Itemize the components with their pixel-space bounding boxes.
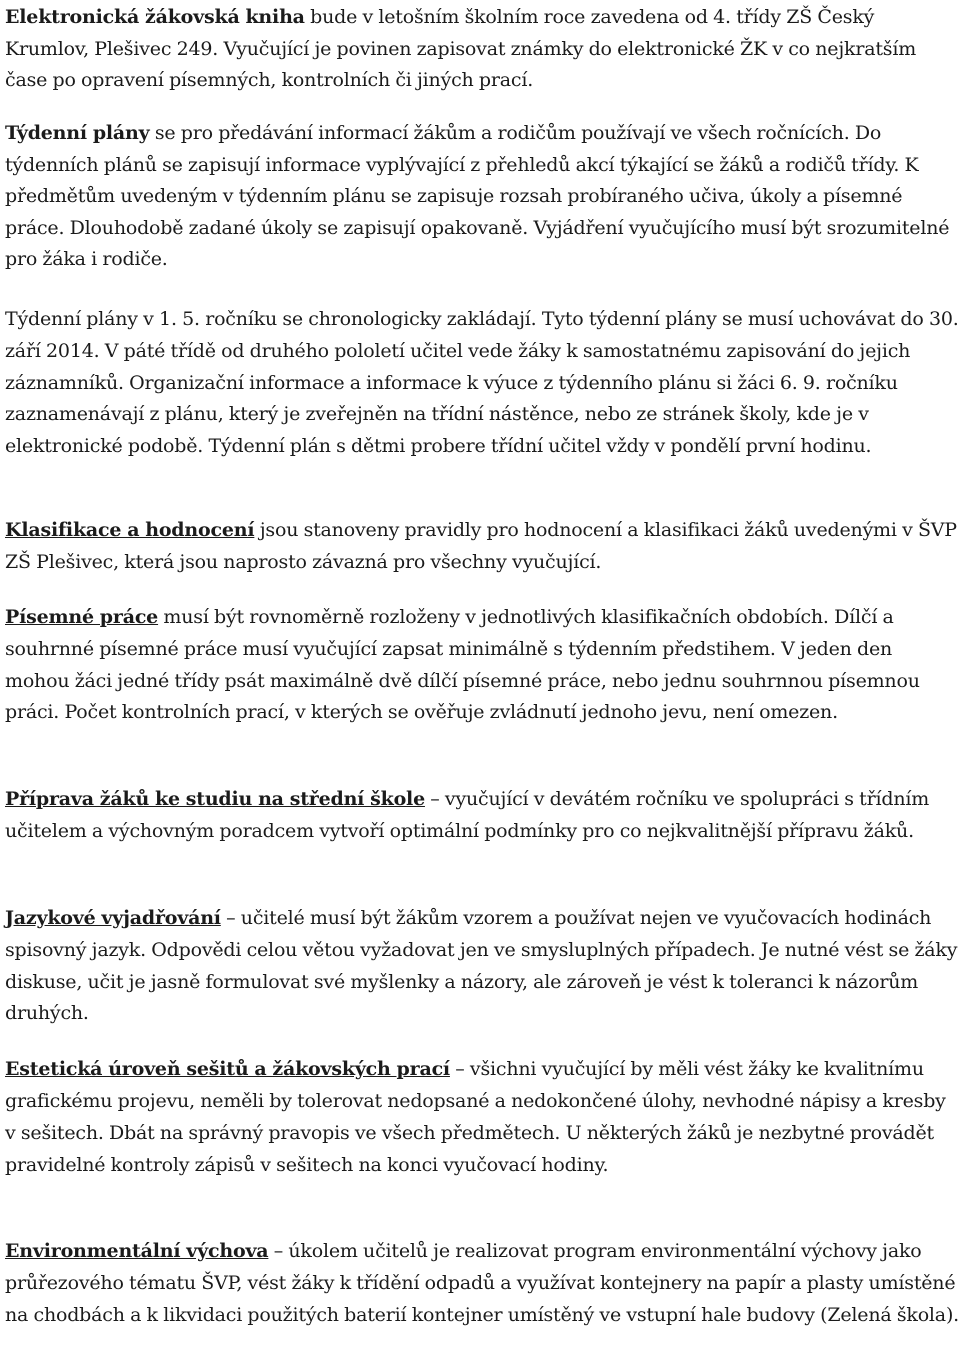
paragraph-2-text: se pro předávání informací žákům a rodičům používají ve všech ročnících. Do týdenních plánů se zapisují informace vyplývající z přehledů akcí týkající se žáků a rodičů třídy. K předmětům uvedeným v týdenním plánu se zapisuje rozsah probíraného učiva, úkoly a písemné práce. Dlouhodobě zadané úkoly se zapisují opakovaně. Vyjádření vyučujícího musí být srozumitelné pro žáka i rodiče. <box>5 122 950 270</box>
paragraph-8-heading: Estetická úroveň sešitů a žákovských prací <box>5 1058 450 1080</box>
paragraph-9 <box>5 1236 960 1331</box>
paragraph-9-text: – úkolem učitelů je realizovat program environmentální výchovy jako průřezového tématu ŠVP, vést žáky k třídění odpadů a využívat kontejnery na papír a plasty umístěné na chodbách a k likvidaci použitých baterií kontejner umístěný ve vstupní hale budovy (Zelená škola). <box>5 1240 959 1326</box>
paragraph-2-heading: Týdenní plány <box>5 122 150 144</box>
paragraph-8-text: – všichni vyučující by měli vést žáky ke kvalitnímu grafickému projevu, neměli by tolerovat nedopsané a nedokončené úlohy, nevhodné nápisy a kresby v sešitech. Dbát na správný pravopis ve všech předmětech. U některých žáků je nezbytné provádět pravidelné kontroly zápisů v sešitech na konci vyučovací hodiny. <box>5 1058 946 1176</box>
paragraph-7 <box>5 903 960 1030</box>
paragraph-4 <box>5 515 960 578</box>
paragraph-1 <box>5 2 960 97</box>
paragraph-1-heading: Elektronická žákovská kniha <box>5 6 305 28</box>
paragraph-6-text: – vyučující v devátém ročníku ve spolupráci s třídním učitelem a výchovným poradcem vytvoří optimální podmínky pro co nejkvalitnější přípravu žáků. <box>5 788 930 842</box>
paragraph-4-text: jsou stanoveny pravidly pro hodnocení a klasifikaci žáků uvedenými v ŠVP ZŠ Plešivec, která jsou naprosto závazná pro všechny vyučující. <box>5 519 957 573</box>
paragraph-9-heading: Environmentální výchova <box>5 1240 269 1262</box>
paragraph-7-heading: Jazykové vyjadřování <box>5 907 221 929</box>
paragraph-3 <box>5 304 960 463</box>
paragraph-3-text: Týdenní plány v 1. 5. ročníku se chronologicky zakládají. Tyto týdenní plány se musí uchovávat do 30. září 2014. V páté třídě od druhého pololetí učitel vede žáky k samostatnému zapisování do jejich záznamníků. Organizační informace a informace k výuce z týdenního plánu si žáci 6. 9. ročníku zaznamenávají z plánu, který je zveřejněn na třídní nástěnce, nebo ze stránek školy, kde je v elektronické podobě. Týdenní plán s dětmi probere třídní učitel vždy v pondělí první hodinu. <box>5 308 959 458</box>
paragraph-4-heading: Klasifikace a hodnocení <box>5 519 255 541</box>
paragraph-6-heading: Příprava žáků ke studiu na střední škole <box>5 788 425 810</box>
paragraph-8 <box>5 1053 960 1181</box>
paragraph-6 <box>5 784 960 848</box>
paragraph-7-text: – učitelé musí být žákům vzorem a používat nejen ve vyučovacích hodinách spisovný jazyk. Odpovědi celou větou vyžadovat jen ve smysluplných případech. Je nutné vést se žáky diskuse, učit je jasně formulovat své myšlenky a názory, ale zároveň je vést k toleranci k názorům druhých. <box>5 907 958 1025</box>
paragraph-2 <box>5 118 960 276</box>
paragraph-1-text: bude v letošním školním roce zavedena od 4. třídy ZŠ Český Krumlov, Plešivec 249. Vyučující je povinen zapisovat známky do elektronické ŽK v co nejkratším čase po opravení písemných, kontrolních či jiných prací. <box>5 6 917 91</box>
paragraph-5 <box>5 602 960 729</box>
paragraph-5-text: musí být rovnoměrně rozloženy v jednotlivých klasifikačních obdobích. Dílčí a souhrnné písemné práce musí vyučující zapsat minimálně s týdenním předstihem. V jeden den mohou žáci jedné třídy psát maximálně dvě dílčí písemné práce, nebo jednu souhrnnou písemnou práci. Počet kontrolních prací, v kterých se ověřuje zvládnutí jednoho jevu, není omezen. <box>5 606 920 724</box>
paragraph-5-heading: Písemné práce <box>5 606 159 628</box>
